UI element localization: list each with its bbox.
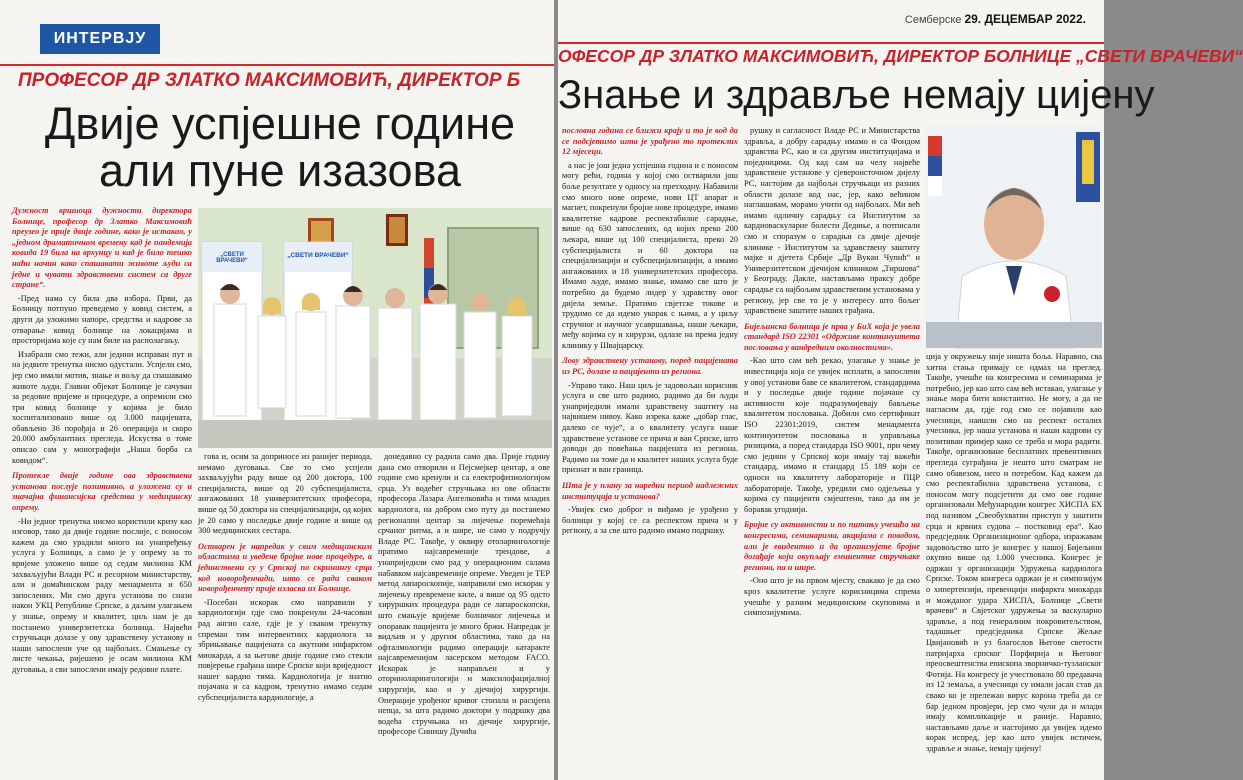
lede-paragraph: Дужност вршиоца дужности директора Болнице, професор др Златко Максимовић преузео је прије двије године, како је истакао, у „једном драматичном времену кад је пандемија ковида 19 била на врхунцу и кад је било тешко наћи начин како спашавати животе људи са једне и чувати здравствени систем са друге стране“. <box>12 206 192 290</box>
left-column-1 <box>12 206 192 772</box>
body-paragraph: донедавно су радила само два. Прије годину дана смо отворили и Пејсмејкер центар, а ове године смо кренули и са електрофизиологијом срца. Уз водећег стручњака из ове области професора Лазара Ангелковића и тима младих кардиолога, на добром смо путу да постанемо регионални центар за лијечење поремећаја срчаног ритма, а и шире, не само у подручју Владе РС. Такође, у оквиру отоларингологије пратимо најсавременије трендове, а унаприједили смо рад у операционим салама набавком најсавременије опреме. Уведен је ТЕР метод лапароскопије, направили смо искорак у лијечењу превремене киле, а више од 95 одсто хируршких процедура ради се лапароскопски, што смањује вријеме болничког лијечења и опоравак пацијента је много бржи. Напредак је видљив и у другим областима, тако да на офталмологији радимо операције катаракте најсавременијом ласерском методом FACO. Искорак је направљен и у оториноларингологији и максилофацијалној хирургији, као и у дјечијој хирургији. Операције урођеног кривог стопала и расцјепа непца, за шта радимо доктори у подршку два водећа стручњака из дјечије хирургије, професоре Синишу Дучића <box>378 452 550 737</box>
page-title <box>10 100 550 195</box>
kicker-headline: ОФЕСОР ДР ЗЛАТКО МАКСИМОВИЋ, ДИРЕКТОР БОЛНИЦЕ „СВЕТИ ВРАЧЕВИ“ <box>558 46 1243 66</box>
director-portrait <box>926 126 1102 348</box>
kicker-headline: ПРОФЕСОР ДР ЗЛАТКО МАКСИМОВИЋ, ДИРЕКТОР Б <box>18 70 521 91</box>
right-column-1 <box>562 126 738 774</box>
photo-banner-1: „СВЕТИ ВРАЧЕВИ“ <box>216 252 248 264</box>
question-paragraph: Шта је у плану за наредни период надлежних институција и установа? <box>562 481 738 501</box>
publication-name: Семберске <box>904 14 962 26</box>
group-photo <box>198 208 552 448</box>
body-paragraph: а нас је још једна успјешна година и с поносом могу рећи, година у којој смо остварили још боље резултате у односу на претходну. Набавили смо много нове опреме, нови ЦТ апарат и магнет, покренули бројне нове процедуре, имамо квалитетне кадрове респектабилне сарадње, више од 630 запослених, од којих преко 200 љекара, више од 100 специјалиста, преко 20 субспецијалиста и 60 доктора на специјализацији и субспецијализацији, а имамо ангажованих и 18 универзитетских професора. Имамо људе, имамо знање, имамо све што је потребно да будемо лидер у здравству овог дијела земље. Пратимо свјетске токове и трудимо се да идемо укорак с њима, а у циљу стручног и научног усавршавања, наши љекари, међу којима су и хирурзи, одлазе на према једну клинику у Швајцарску. <box>562 160 738 350</box>
title-line-2: али пуне изазова <box>98 145 462 197</box>
right-newspaper-page <box>558 0 1243 780</box>
date-value: 29. ДЕЦЕМБАР 2022. <box>964 12 1086 26</box>
body-paragraph: -Ни једног тренутка нисмо користили кризу као изговор, тако да двије године послије, с поносом кажем да смо урадили много на унапређењу услуга у Болници, а само је у опрему за то вријеме уложено више од седам милиона КМ захваљујући Влади РС и ресорном министарству, али и домаћинском раду менаџмента и 650 запослених. Ми смо друга установа по снази након УКЦ Републике Српске, а даљим улагањем у знање, опрему и квалитет, циљ нам је да постанемо универзитетска болница. Највећи стручњаци долазе у ову здравствену установу и наши запослени уче од најбољих. Смањење су листе чекања, ријешено је осам милиона КМ дуговања, а сви запослени имају редовне плате. <box>12 516 192 674</box>
question-paragraph: Остварен је напредак у свим медицинским областима и уведене бројне нове процедуре, а јединствени су у Српској по скринингу срца код новорођенчади, што се ради сваком новорођенчету прије изласка из Болнице. <box>198 541 372 594</box>
question-paragraph: Бијељинска болница је прва у БиХ која је увела стандард ISO 22301 «Одрживе континуитета пословања у вандредним околностима». <box>744 321 920 352</box>
question-paragraph: Бројне су активности и по питању учешћа на конгресима, семинарима, акцијама с поводом, али је евидентно и да организујете бројне догађаје који окупљају еминентне стручњаке региона, па и шире. <box>744 520 920 572</box>
photo-banner-2: „СВЕТИ ВРАЧЕВИ“ <box>287 252 349 259</box>
kicker-rule <box>0 64 554 66</box>
body-paragraph: -Управо тако. Наш циљ је задовољан корисник услуга и све што радимо, радимо да би људи унаприједили имали здравствену заштиту на највишем нивоу. Како изрека каже „добар глас, далеко се чује“, а о квалитету услуга наше здравствене установе се прича и ван Српске, што доводи до повећања пацијената из региона. Радимо на томе да и квалитет наших услуга буде признат и ван граница. <box>562 380 738 475</box>
section-label: ИНТЕРВЈУ <box>40 24 160 54</box>
body-paragraph: -Као што сам већ рекао, улагање у знање је инвестиција која се увијек исплати, а запослени у овој установи баве се квалитетом, стандардима и у последње двије године појачане су активности које подразумијевају бављење квалитетом пословања. Добили смо сертификат ISO 22301:2019, систем менаџмента континуитетом пословања и управљања ризицима, а поред стандарда ISO 9001, при чему смо једини у Српској који имају тај важећи стандард, имамо и стандард 15 189 који се односи на квалитету лабораторије и ПЦР лабораторије. Такође, уредили смо одјељења у којима су пацијенти смјештени, тако да им је боравак угоднији. <box>744 356 920 514</box>
issue-date <box>905 12 1086 26</box>
director-portrait-illustration <box>926 126 1102 348</box>
group-photo-illustration <box>198 208 552 448</box>
left-newspaper-page <box>0 0 554 780</box>
body-paragraph: гова и, осим за доприносе из ранијег периода, немамо дуговања. Све то смо успјели захваљујући раду више од 200 доктора, 100 специјалиста, више од 20 субспецијалиста, ангажованих 18 универзитетских професора, више од 50 доктора на специјализацији, од којих је 20 само у последње двије године и више од 300 медицинских сестара. <box>198 452 372 536</box>
right-column-3 <box>926 352 1102 774</box>
body-paragraph: ција у окружењу није ништа боља. Наравно, сва хитна стања примају се одмах на преглед. Такође, учешће на конгресима и семинарима је потребно, јер као што сам већ истакао, улагање у знање мора бити константно. Не могу, а да не нагласим да, гдје год смо се појавили као учесници, наишли смо на респект осталих учесника, јер наша установа и наши кадрови су позитиван примјер како се треба и мора радити. Такође, организоване бесплатних превентивних прегледа суграђана је нешто што сматрам не само обавезом, него и потребом. Кад кажем да смо респектабилна здравствена установа, с поносом могу подсјетити да смо ове године организовали Међународни конгрес ХИСПА БХ под називом „Свеобухватни приступ у заштити срца и крвних судова – постковид ера“. Као предсједник Организационог одбора, изражавам задовољство што је конгрес у нашој Бијељини окупио више од 1.000 учесника. Конгрес је одржан у организацији Удружења кардиолога Српске. Током конгреса одржан је и симпозијум о хипертензији, превенцији инфаркта миокарда и можданог удара ХИСПА, Болнице „Свети врачеви“ и Свјетског удружења за васкуларно здравље, а под генералним покровитељством, тадашњег предсједника Српске Жељке Цвијановић и уз благослов Његове светости патријарха српског Порфирија и Његовог преосвештенства епископа зворничко-тузланског Фотија. На конгресу је учествовало 80 предавача из 12 земаља, а учесници су имали јасан став да свако ко је прележао вирус корона треба да се бар једном провјери, јер смо чули да и млади имају компликације и раније. Наравно, настављамо даље и настојимо да увијек идемо корак испред, јер као што увијек истичем, здравље и знање, немају цијену! <box>926 352 1102 753</box>
right-column-2 <box>744 126 920 774</box>
title-line-1: Двије успјешне године <box>44 98 516 149</box>
question-paragraph: Лову здравствену установу, поред пацијената из РС, долазе и пацијенти из региона. <box>562 356 738 377</box>
page-title: Знање и здравље немају цијену <box>558 73 1155 117</box>
body-paragraph: -Пред нама су била два избора. Први, да Болницу потпуно преведемо у ковид систем, а други да уложимо напоре, средства и кадрове за отварање ковид болнице на локацијама и просторијама које су нам биле на располагању. <box>12 293 192 346</box>
body-paragraph: -Посебан искорак смо направили у кардиологији гдје смо покренули 24-часовни рад ангио сале, гдје је у сваком тренутку спреман тим интервентних кардиолога за збрињавање пацијената са акутним инфарктом миокарда, а за његове двије године смо стекли повјерење грађана шире Српске који вриједност нашег кардио тима. Кардиологија је знатно појачана и са кадром, тренутно имамо седам субспецијалиста кардиологије, а <box>198 597 372 703</box>
left-column-2 <box>198 452 372 774</box>
question-paragraph: пословна година се ближи крају и то је вод да се подсјетимо шта је урађено то протеклих 12 мјесеци. <box>562 126 738 157</box>
body-paragraph: рушку и сагласност Владе РС и Министарства здравља, а добру сарадњу имамо и са Фондом здравства РС, као и са другим институцијама и појединцима. Од кад сам на челу највеће здравствене установе у сјевероисточном дијелу РС, настојим да најбољи стручњаци из разних области долазе код нас, јер, како већином наглашавам, морамо учити од најбољих. Ми већ имамо одличну сарадњу са Институтом за кардиоваскуларне болести Дедиње, а потписали смо и споразум о сарадњи са двије дјечије клинике - Институтом за здравствену заштиту мајке и дјетета Србије „Др Вукан Чупић“ и Универзитетском дјечијом клиником „Тиршова“ у Београду. Дакле, настављамо праксу добре сарадње са најбољим здравственим установама у региону, јер све то је у интересу што бољег здравствене заштите наших грађана. <box>744 126 920 316</box>
kicker-rule <box>558 42 1104 44</box>
body-paragraph: -Оно што је на првом мјесту, свакако је да смо кроз квалитетне услуге корисницима спрема учешће у разним медицинским скуповима и симпозијумима. <box>744 576 920 618</box>
body-paragraph: -Увијек смо доброг и виђамо је урађено у болници у којој се са респектом прича и у региону, а за све што радимо имамо подршку. <box>562 505 738 536</box>
question-paragraph: Протекле двије године ова здравствена установа послује позитивно, а уложена су и значајна финансијска средства у медицинску опрему. <box>12 471 192 513</box>
left-column-3 <box>378 452 550 774</box>
body-paragraph: Изабрали смо тежи, али једини исправан пут и на једвите тренутка нисмо одустали. Успјели смо, јер смо имали мотив, знање и вољу да спашавамо животе људи. Главни објекат Болнице је сачуван за редовне пријеме и процедуре, а опремили смо три ковид болнице у којима је било хоспитализовано више од 3.000 пацијената, обављено 36 порођаја и 26 операција и скоро 20.000 амбулантних прегледа. Искуства о томе описао сам у монографији „Наша борба са ковидом“. <box>12 349 192 465</box>
